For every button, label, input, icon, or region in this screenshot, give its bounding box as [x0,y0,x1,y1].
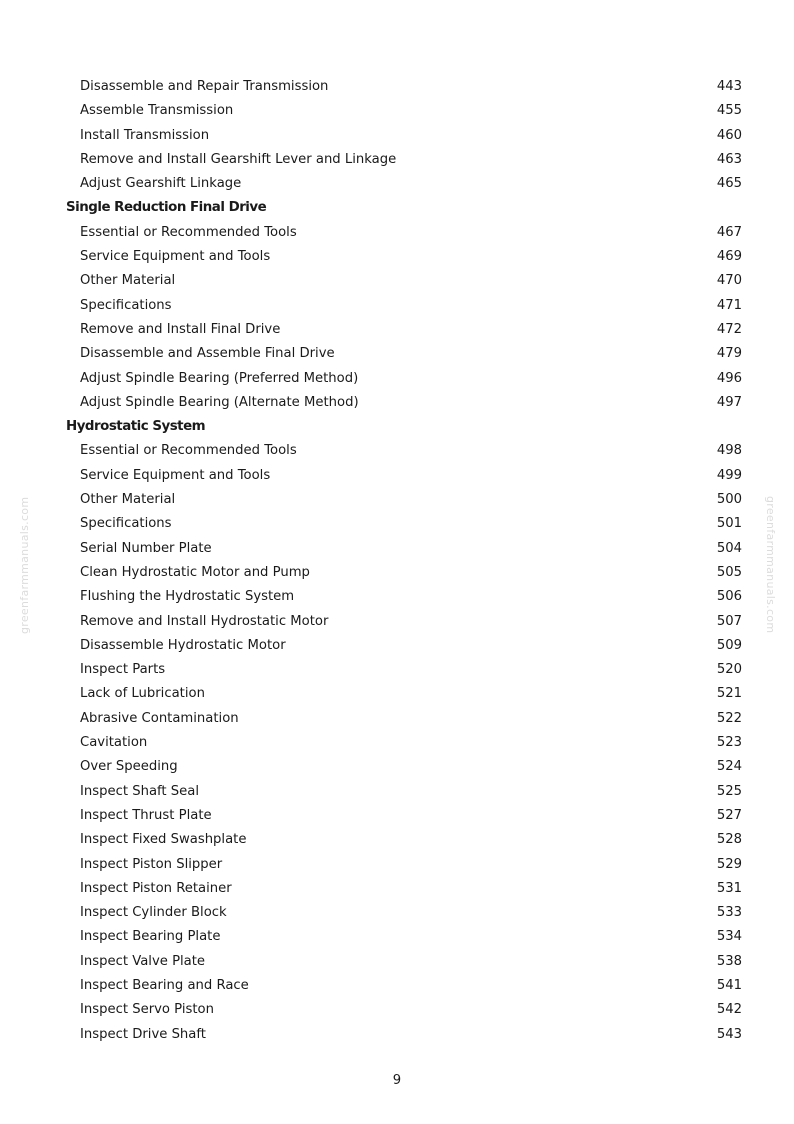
toc-entry-page: 463 [716,151,742,167]
toc-entry-page: 460 [716,127,742,143]
toc-entry-title: Inspect Piston Retainer [80,880,232,896]
toc-entry[interactable] [0,75,794,99]
toc-entry-title: Other Material [80,273,176,289]
toc-entry[interactable] [0,391,794,415]
toc-heading-title: Hydrostatic System [66,419,206,435]
toc-entry-page: 522 [716,710,742,726]
toc-entry[interactable] [0,99,794,123]
toc-entry-title: Disassemble and Assemble Final Drive [80,346,335,362]
toc-entry-title: Assemble Transmission [80,103,234,119]
toc-entry[interactable] [0,755,794,779]
toc-entry-page: 498 [716,443,742,459]
toc-entry[interactable] [0,780,794,804]
toc-entry-title: Adjust Spindle Bearing (Alternate Method) [80,394,359,410]
toc-entry-page: 538 [716,953,742,969]
toc-entry-page: 527 [716,807,742,823]
toc-entry-page: 528 [716,832,742,848]
toc-entry-page: 501 [716,516,742,532]
toc-entry[interactable] [0,682,794,706]
toc-entry-page: 506 [716,589,742,605]
toc-entry[interactable] [0,1023,794,1047]
toc-entry[interactable] [0,731,794,755]
toc-entry-page: 524 [716,759,742,775]
toc-entry[interactable] [0,439,794,463]
toc-entry[interactable] [0,828,794,852]
toc-entry[interactable] [0,367,794,391]
toc-entry-title: Inspect Cylinder Block [80,905,227,921]
toc-entry-page: 542 [716,1002,742,1018]
toc-entry-title: Inspect Drive Shaft [80,1026,206,1042]
toc-entry-page: 470 [716,273,742,289]
toc-entry-page: 499 [716,467,742,483]
toc-entry-title: Remove and Install Final Drive [80,321,281,337]
toc-entry-title: Abrasive Contamination [80,710,239,726]
toc-entry-title: Specifications [80,297,172,313]
toc-entry[interactable] [0,512,794,536]
page-number: 9 [392,1073,402,1088]
toc-entry[interactable] [0,901,794,925]
toc-entry[interactable] [0,707,794,731]
toc-section-heading [0,196,794,220]
toc-entry-title: Disassemble and Repair Transmission [80,79,329,94]
toc-entry-page: 455 [716,103,742,119]
toc-entry-page: 471 [716,297,742,313]
toc-entry[interactable] [0,245,794,269]
toc-entry-page: 543 [716,1026,742,1042]
toc-entry-title: Inspect Valve Plate [80,953,206,969]
toc-entry-page: 465 [716,176,742,192]
toc-entry-page: 509 [716,637,742,653]
toc-entry-title: Essential or Recommended Tools [80,224,297,240]
toc-entry-page: 525 [716,783,742,799]
watermark-right: greenfarmmanuals.com [764,496,777,634]
toc-entry[interactable] [0,318,794,342]
toc-entry-page: 505 [716,564,742,580]
toc-entry[interactable] [0,998,794,1022]
toc-entry-page: 467 [716,224,742,240]
toc-entry-page: 534 [716,929,742,945]
toc-entry-page: 472 [716,321,742,337]
toc-entry-page: 521 [716,686,742,702]
toc-entry-title: Inspect Piston Slipper [80,856,223,872]
toc-entry[interactable] [0,221,794,245]
toc-entry-title: Specifications [80,516,172,532]
toc-entry-page: 523 [716,735,742,751]
toc-entry-title: Service Equipment and Tools [80,467,271,483]
toc-section-heading [0,415,794,439]
toc-entry-page: 507 [716,613,742,629]
toc-entry-title: Cavitation [80,735,148,751]
toc-entry-page: 497 [716,394,742,410]
toc-heading-title: Single Reduction Final Drive [66,200,267,216]
toc-entry-title: Clean Hydrostatic Motor and Pump [80,564,310,580]
toc-entry-title: Install Transmission [80,127,210,143]
toc-entry-page: 529 [716,856,742,872]
toc-entry-page: 479 [716,346,742,362]
toc-entry[interactable] [0,950,794,974]
toc-entry-page: 533 [716,905,742,921]
toc-entry-page: 520 [716,662,742,678]
toc-entry-title: Lack of Lubrication [80,686,205,702]
toc-entry-title: Over Speeding [80,759,178,775]
toc-entry-title: Other Material [80,492,176,508]
toc-entry-title: Essential or Recommended Tools [80,443,297,459]
toc-entry-page: 443 [716,79,742,94]
toc-entry-page: 541 [716,977,742,993]
toc-entry-title: Inspect Parts [80,662,166,678]
toc-entry[interactable] [0,925,794,949]
toc-entry-title: Remove and Install Gearshift Lever and Linkage [80,151,397,167]
toc-entry-title: Adjust Spindle Bearing (Preferred Method) [80,370,359,386]
toc-entry[interactable] [0,561,794,585]
toc-entry[interactable] [0,658,794,682]
toc-entry[interactable] [0,488,794,512]
toc-entry-title: Inspect Shaft Seal [80,783,200,799]
watermark-left: greenfarmmanuals.com [18,496,31,634]
toc-entry-title: Inspect Servo Piston [80,1002,214,1018]
toc-entry[interactable] [0,124,794,148]
toc-entry[interactable] [0,172,794,196]
toc-entry[interactable] [0,634,794,658]
toc-entry-title: Inspect Thrust Plate [80,807,212,823]
toc-entry-title: Inspect Bearing Plate [80,929,221,945]
toc-entry-title: Disassemble Hydrostatic Motor [80,637,286,653]
toc-entry[interactable] [0,853,794,877]
toc-entry[interactable] [0,294,794,318]
toc-entry-title: Adjust Gearshift Linkage [80,176,242,192]
toc-entry[interactable] [0,877,794,901]
toc-entry-page: 496 [716,370,742,386]
toc-entry[interactable] [0,269,794,293]
toc-entry[interactable] [0,974,794,998]
toc-entry[interactable] [0,585,794,609]
toc-entry-title: Serial Number Plate [80,540,212,556]
toc-entry-title: Inspect Fixed Swashplate [80,832,247,848]
toc-entry-title: Inspect Bearing and Race [80,977,249,993]
toc-entry-title: Flushing the Hydrostatic System [80,589,295,605]
toc-entry-title: Remove and Install Hydrostatic Motor [80,613,329,629]
toc-entry[interactable] [0,537,794,561]
toc-entry[interactable] [0,342,794,366]
table-of-contents [0,75,794,1047]
toc-entry-title: Service Equipment and Tools [80,249,271,265]
toc-entry[interactable] [0,610,794,634]
toc-entry[interactable] [0,148,794,172]
toc-entry-page: 500 [716,492,742,508]
toc-entry-page: 531 [716,880,742,896]
toc-entry[interactable] [0,464,794,488]
toc-entry[interactable] [0,804,794,828]
toc-entry-page: 504 [716,540,742,556]
toc-entry-page: 469 [716,249,742,265]
